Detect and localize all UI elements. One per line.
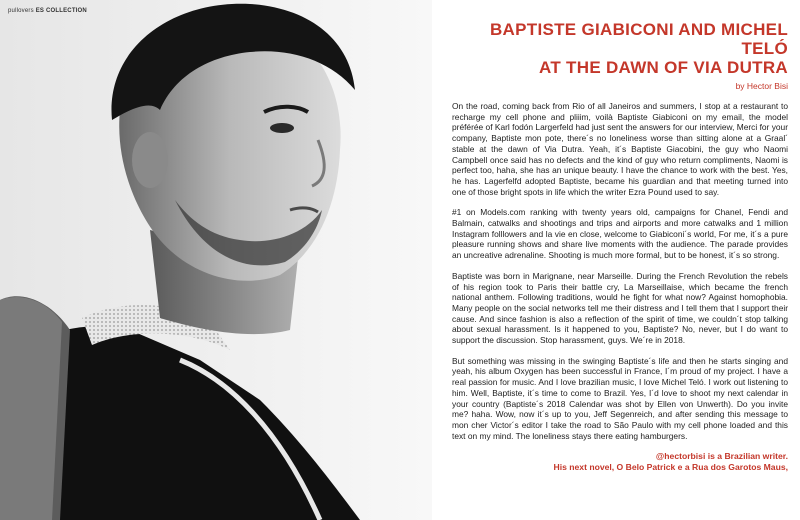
page-label: [8, 8, 87, 14]
article-paragraph: But something was missing in the swinging Baptiste´s life and then he starts singing and yeah, his album Oxygen has been successful in France, I´m proud of my project. I have a real passion for music. And I love brazilian music, I love Michel Teló. I work out listening to him. Well, Baptiste, it´s time to come to Brazil. Yes, I´d love to shoot my next calendar in your country (Baptiste´s 2018 Calendar was shot by Ellen von Unwerth). Do you invite me? haha. Wow, now it´s up to you, Jeff Segenreich, and after sending this message to mon cher Victor´s editor I take the road to São Paulo with my cell phone loaded and this text on my mind. The loneliness stays there eating hamburgers.: [452, 355, 788, 441]
article-headline: [452, 20, 788, 77]
article-paragraph: Baptiste was born in Marignane, near Marseille. During the French Revolution the rebels of his region took to Paris their battle cry, La Marseillaise, which became the french national anthem. Following traditions, would he fight for what now? Against homophobia. Many people on the social networks tell me their distress and I tell them that I support their cause. And since fashion is also a reflection of the spirit of time, we couldn´t stop talking about sexual harassment. Is it happened to you, Baptiste? No, never, but I do want to support the discussion. Stop harassment, guys. We´re in 2018.: [452, 270, 788, 346]
author-note-line-1: @hectorbisi is a Brazilian writer.: [655, 451, 788, 462]
author-note-line-2: His next novel, O Belo Patrick e a Rua dos Garotos Maus,: [553, 462, 788, 473]
page-label-brand: ES COLLECTION: [35, 8, 87, 14]
page-label-prefix: pullovers: [8, 8, 34, 14]
headline-line-2: AT THE DAWN OF VIA DUTRA: [539, 58, 788, 77]
headline-line-1: BAPTISTE GIABICONI AND MICHEL TELÓ: [489, 20, 788, 58]
article-paragraph: On the road, coming back from Rio of all Janeiros and summers, I stop at a restaurant to recharge my cell phone and pliiim, voilà Baptiste Giabiconi on my email, the model préférée of Karl fodón Largerfeld had just sent the answers for our interview, Merci for your company, Baptiste mon pote, there´s no loneliness worse than sitting alone at a Graal´ stable at the dawn of Via Dutra. Yeah, it´s Baptiste Giacobini, the guy who Naomi Campbell once said has no defects and the kind of guy who return compliments, Naomi is perfect too, haha, she has an unique beauty. I have the chance to work with the best. Yes, he has. Lagerfelfd adopted Baptiste, became his guardian and that meeting turned into one of those bright spots in life which the writer Ezra Pound used to say.: [452, 101, 788, 197]
article-paragraph: #1 on Models.com ranking with twenty years old, campaigns for Chanel, Fendi and Balmain, catwalks and shootings and trips and airports and more catwalks and 1 million Instagram folllowers and la vie en close, welcome to Giabiconi´s world, For me, it´s a pure pleasure running shows and share live moments with the audience. The parade provides an uncreative adrenaline. Shooting is much more formal, but to be honest, it´s so strong.: [452, 207, 788, 261]
article-page: [432, 0, 800, 520]
article-byline: by Hector Bisi: [735, 81, 788, 91]
